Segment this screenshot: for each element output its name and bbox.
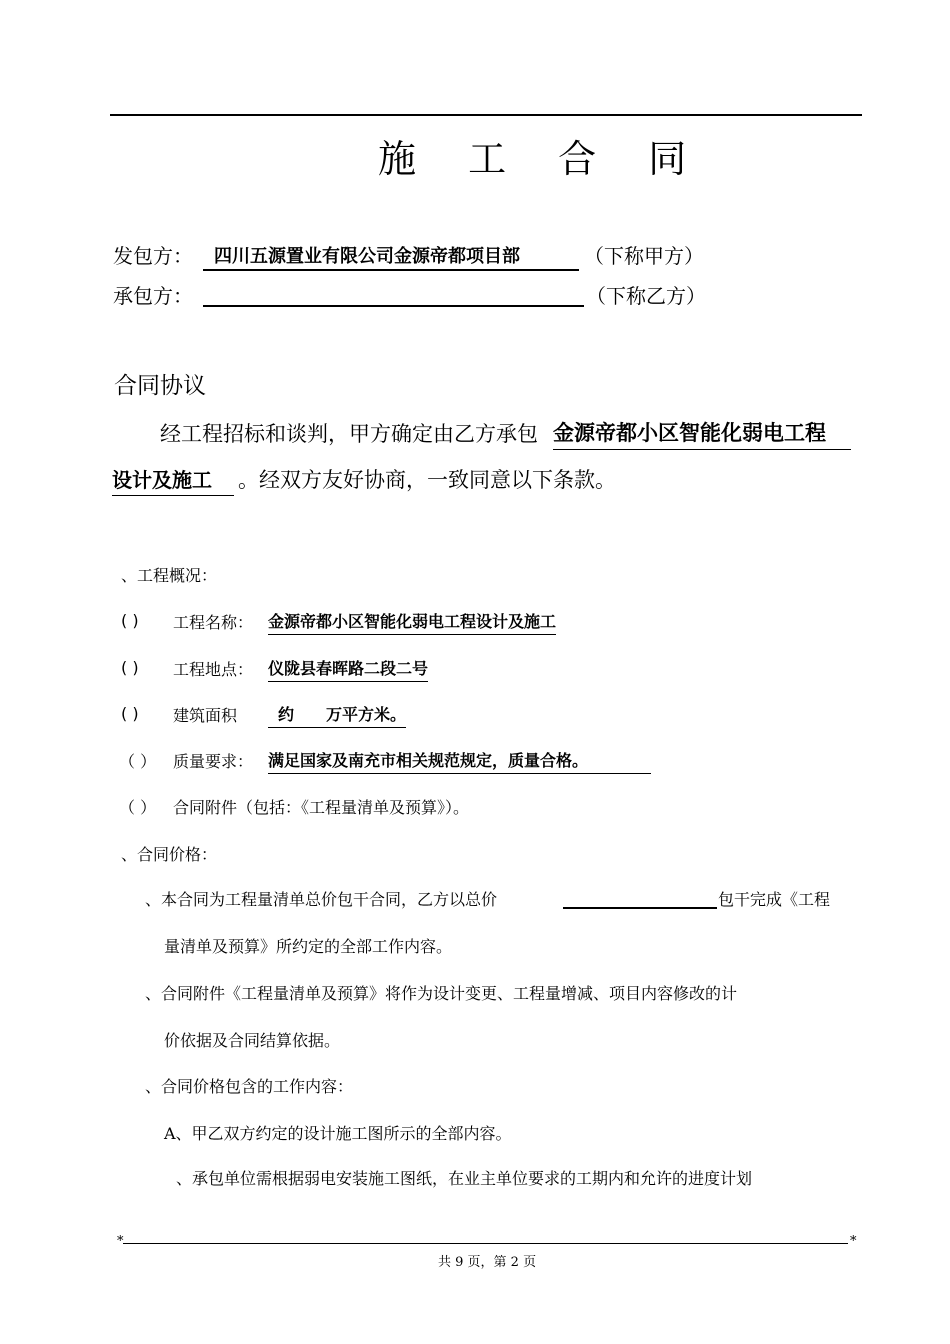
page-number: 共 9 页，第 2 页 [438, 1255, 537, 1270]
agreement-intro: 经工程招标和谈判，甲方确定由乙方承包 [160, 422, 538, 446]
item-5-num: （ ） [119, 798, 157, 817]
party-b-suffix: （下称乙方） [586, 284, 706, 308]
item-3-value: 约 万平方米。 [268, 702, 406, 728]
price-clause-2-cont: 价依据及合同结算依据。 [164, 1031, 341, 1050]
section-2-heading: 、合同价格： [121, 845, 218, 864]
item-5-label: 合同附件（包括：《工程量清单及预算》）。 [173, 798, 470, 817]
party-a-suffix: （下称甲方） [584, 244, 704, 268]
item-4-num: （ ） [119, 752, 157, 771]
total-price-blank [563, 907, 717, 909]
item-4-value: 满足国家及南充市相关规范规定，质量合格。 [268, 748, 651, 774]
price-clause-a: A、甲乙双方约定的设计施工图所示的全部内容。 [164, 1124, 512, 1143]
footer-right-mark: * [850, 1234, 857, 1249]
item-3-num: ( ) [121, 704, 139, 723]
price-clause-1b: 包干完成《工程 [718, 890, 831, 909]
document-title: 施 工 合 同 [378, 137, 707, 181]
price-clause-b: 、承包单位需根据弱电安装施工图纸，在业主单位要求的工期内和允许的进度计划 [176, 1169, 753, 1188]
price-clause-3: 、合同价格包含的工作内容： [145, 1077, 354, 1096]
party-b-underline [203, 305, 584, 307]
agreement-intro-suffix: 。经双方友好协商，一致同意以下条款。 [238, 468, 616, 492]
project-name-part1: 金源帝都小区智能化弱电工程 [553, 417, 851, 450]
item-2-label: 工程地点： [173, 660, 254, 679]
party-b-label: 承包方： [113, 284, 193, 308]
project-name-part2: 设计及施工 [112, 464, 234, 496]
footer-rule [123, 1243, 848, 1244]
item-1-value: 金源帝都小区智能化弱电工程设计及施工 [268, 609, 556, 635]
item-1-num: ( ) [121, 611, 139, 630]
item-3-label: 建筑面积 [173, 706, 238, 725]
party-a-underline [203, 269, 579, 271]
price-clause-1a: 、本合同为工程量清单总价包干合同，乙方以总价 [145, 890, 498, 909]
agreement-heading: 合同协议 [114, 373, 206, 399]
price-clause-2: 、合同附件《工程量清单及预算》将作为设计变更、工程量增减、项目内容修改的计 [145, 984, 738, 1003]
item-4-label: 质量要求： [173, 752, 254, 771]
section-1-heading: 、工程概况： [121, 566, 218, 585]
item-1-label: 工程名称： [173, 613, 254, 632]
price-clause-1-cont: 量清单及预算》所约定的全部工作内容。 [164, 937, 453, 956]
party-a-label: 发包方： [113, 244, 193, 268]
footer-left-mark: * [117, 1234, 124, 1249]
item-2-value: 仪陇县春晖路二段二号 [268, 656, 428, 682]
item-2-num: ( ) [121, 658, 139, 677]
party-a-name: 四川五源置业有限公司金源帝都项目部 [214, 246, 520, 267]
header-rule [110, 114, 862, 116]
